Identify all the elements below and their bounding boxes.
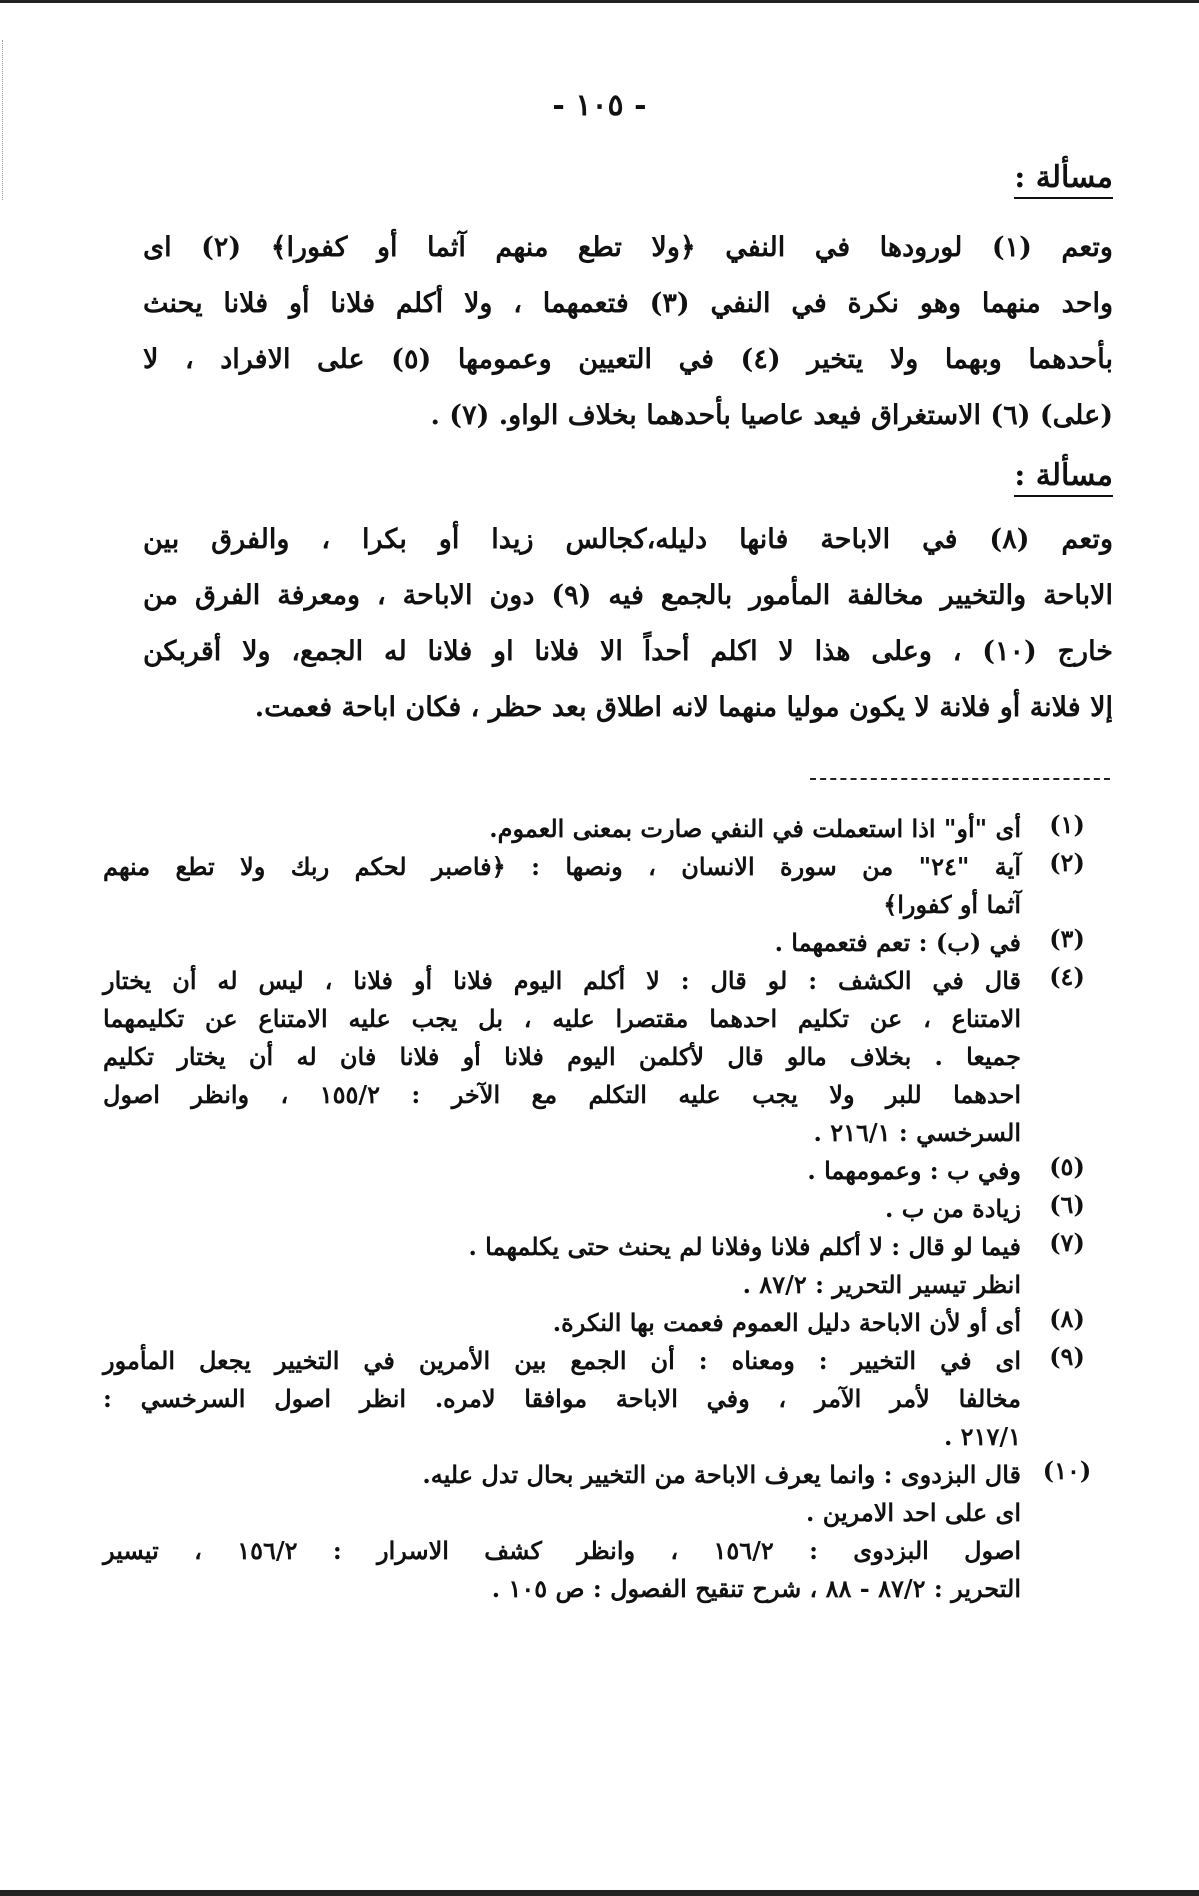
footnote-line: زيادة من ب .	[885, 1194, 1021, 1223]
footnote-line: التحرير : ٨٧/٢ - ٨٨ ، شرح تنقيح الفصول : ص ١٠٥ .	[491, 1574, 1021, 1603]
footnotes	[103, 810, 1113, 1608]
section-2-line: وتعم (٨) في الاباحة فانها دليله،كجالس زيدا أو بكرا ، والفرق بين	[143, 524, 1113, 555]
section-2-line: خارج (١٠) ، وعلى هذا لا اكلم أحداً الا فلانا او فلانا له الجمع، ولا أقربكن	[143, 636, 1113, 667]
footnote-number: (٩)	[1049, 1342, 1085, 1371]
footnote-line: اى في التخيير : ومعناه : أن الجمع بين الأمرين في التخيير يجعل المأمور	[103, 1346, 1021, 1375]
section-1-line: وتعم (١) لورودها في النفي ﴿ولا تطع منهم آثما أو كفورا﴾ (٢) اى	[143, 232, 1113, 263]
section-1-line: (على) (٦) الاستغراق فيعد عاصيا بأحدهما بخلاف الواو. (٧) .	[430, 400, 1113, 431]
footnote	[103, 1456, 1113, 1608]
footnote-line: الامتناع ، عن تكليم احدهما مقتصرا عليه ، بل يجب عليه الامتناع عن تكليمهما	[103, 1004, 1021, 1033]
footnote-line: احدهما للبر ولا يجب عليه التكلم مع الآخر : ١٥٥/٢ ، وانظر اصول	[103, 1080, 1022, 1109]
top-edge-rule	[0, 0, 1199, 3]
section-1-paragraph	[143, 220, 1113, 444]
footnote-line: أى أو لأن الاباحة دليل العموم فعمت بها النكرة.	[552, 1308, 1021, 1337]
footnote-line: مخالفا لأمر الآمر ، وفي الاباحة موافقا لامره. انظر اصول السرخسي :	[103, 1384, 1021, 1413]
footnote-line: أى "أو" اذا استعملت في النفي صارت بمعنى العموم.	[489, 814, 1021, 843]
footnote-separator	[810, 778, 1110, 780]
footnote	[103, 1190, 1113, 1228]
footnote-line: وفي ب : وعمومهما .	[807, 1156, 1021, 1185]
section-2-line: الاباحة والتخيير مخالفة المأمور بالجمع فيه (٩) دون الاباحة ، ومعرفة الفرق من	[143, 580, 1113, 611]
footnote	[103, 924, 1113, 962]
footnote-number: (٥)	[1049, 1152, 1085, 1181]
footnote-number: (٢)	[1049, 848, 1085, 877]
footnote-number: (٨)	[1049, 1304, 1085, 1333]
footnote	[103, 810, 1113, 848]
footnote-line: آثما أو كفورا﴾	[883, 890, 1021, 919]
footnote-line: قال في الكشف : لو قال : لا أكلم اليوم فلانا أو فلانا ، ليس له أن يختار	[103, 966, 1021, 995]
footnote-line: آية "٢٤" من سورة الانسان ، ونصها : ﴿فاصبر لحكم ربك ولا تطع منهم	[103, 852, 1021, 881]
footnote-line: السرخسي : ٢١٦/١ .	[813, 1118, 1021, 1147]
footnote-line: ٢١٧/١ .	[943, 1422, 1021, 1451]
footnote-line: قال البزدوى : وانما يعرف الاباحة من التخيير بحال تدل عليه.	[422, 1460, 1021, 1489]
section-1-line: واحد منهما وهو نكرة في النفي (٣) فتعمهما ، ولا أكلم فلانا أو فلانا يحنث	[143, 288, 1113, 319]
bottom-edge-rule	[0, 1890, 1199, 1896]
footnote	[103, 1304, 1113, 1342]
footnote-line: اى على احد الامرين .	[805, 1498, 1021, 1527]
section-2-line: إلا فلانة أو فلانة لا يكون موليا منهما لانه اطلاق بعد حظر ، فكان اباحة فعمت.	[254, 692, 1113, 723]
footnote-line: فيما لو قال : لا أكلم فلانا وفلانا لم يحنث حتى يكلمهما .	[468, 1232, 1021, 1261]
section-heading-2	[1014, 458, 1113, 493]
footnote	[103, 848, 1113, 924]
footnote	[103, 1228, 1113, 1304]
footnote-line: في (ب) : تعم فتعمهما .	[774, 928, 1021, 957]
footnote-number: (٤)	[1049, 962, 1085, 991]
footnote-line: جميعا . بخلاف مالو قال لأكلمن اليوم فلانا أو فلانا فان له أن يختار تكليم	[103, 1042, 1021, 1071]
footnote-line: انظر تيسير التحرير : ٨٧/٢ .	[742, 1270, 1021, 1299]
footnote-number: (٦)	[1049, 1190, 1085, 1219]
section-2-paragraph	[143, 512, 1113, 736]
section-1-line: بأحدهما وبهما ولا يتخير (٤) في التعيين وعمومها (٥) على الافراد ، لا	[143, 344, 1113, 375]
footnote	[103, 1342, 1113, 1456]
footnote-number: (١)	[1049, 810, 1085, 839]
section-heading-1	[1014, 160, 1113, 195]
footnote-number: (٣)	[1049, 924, 1085, 953]
footnote-number: (١٠)	[1042, 1456, 1092, 1485]
section-heading-2-text: مسألة :	[1014, 458, 1113, 497]
footnote-number: (٧)	[1049, 1228, 1085, 1257]
footnote	[103, 1152, 1113, 1190]
footnote	[103, 962, 1113, 1152]
footnote-line: اصول البزدوى : ١٥٦/٢ ، وانظر كشف الاسرار : ١٥٦/٢ ، تيسير	[103, 1536, 1022, 1565]
section-heading-1-text: مسألة :	[1014, 160, 1113, 199]
page-number: - ١٠٥ -	[552, 88, 647, 123]
